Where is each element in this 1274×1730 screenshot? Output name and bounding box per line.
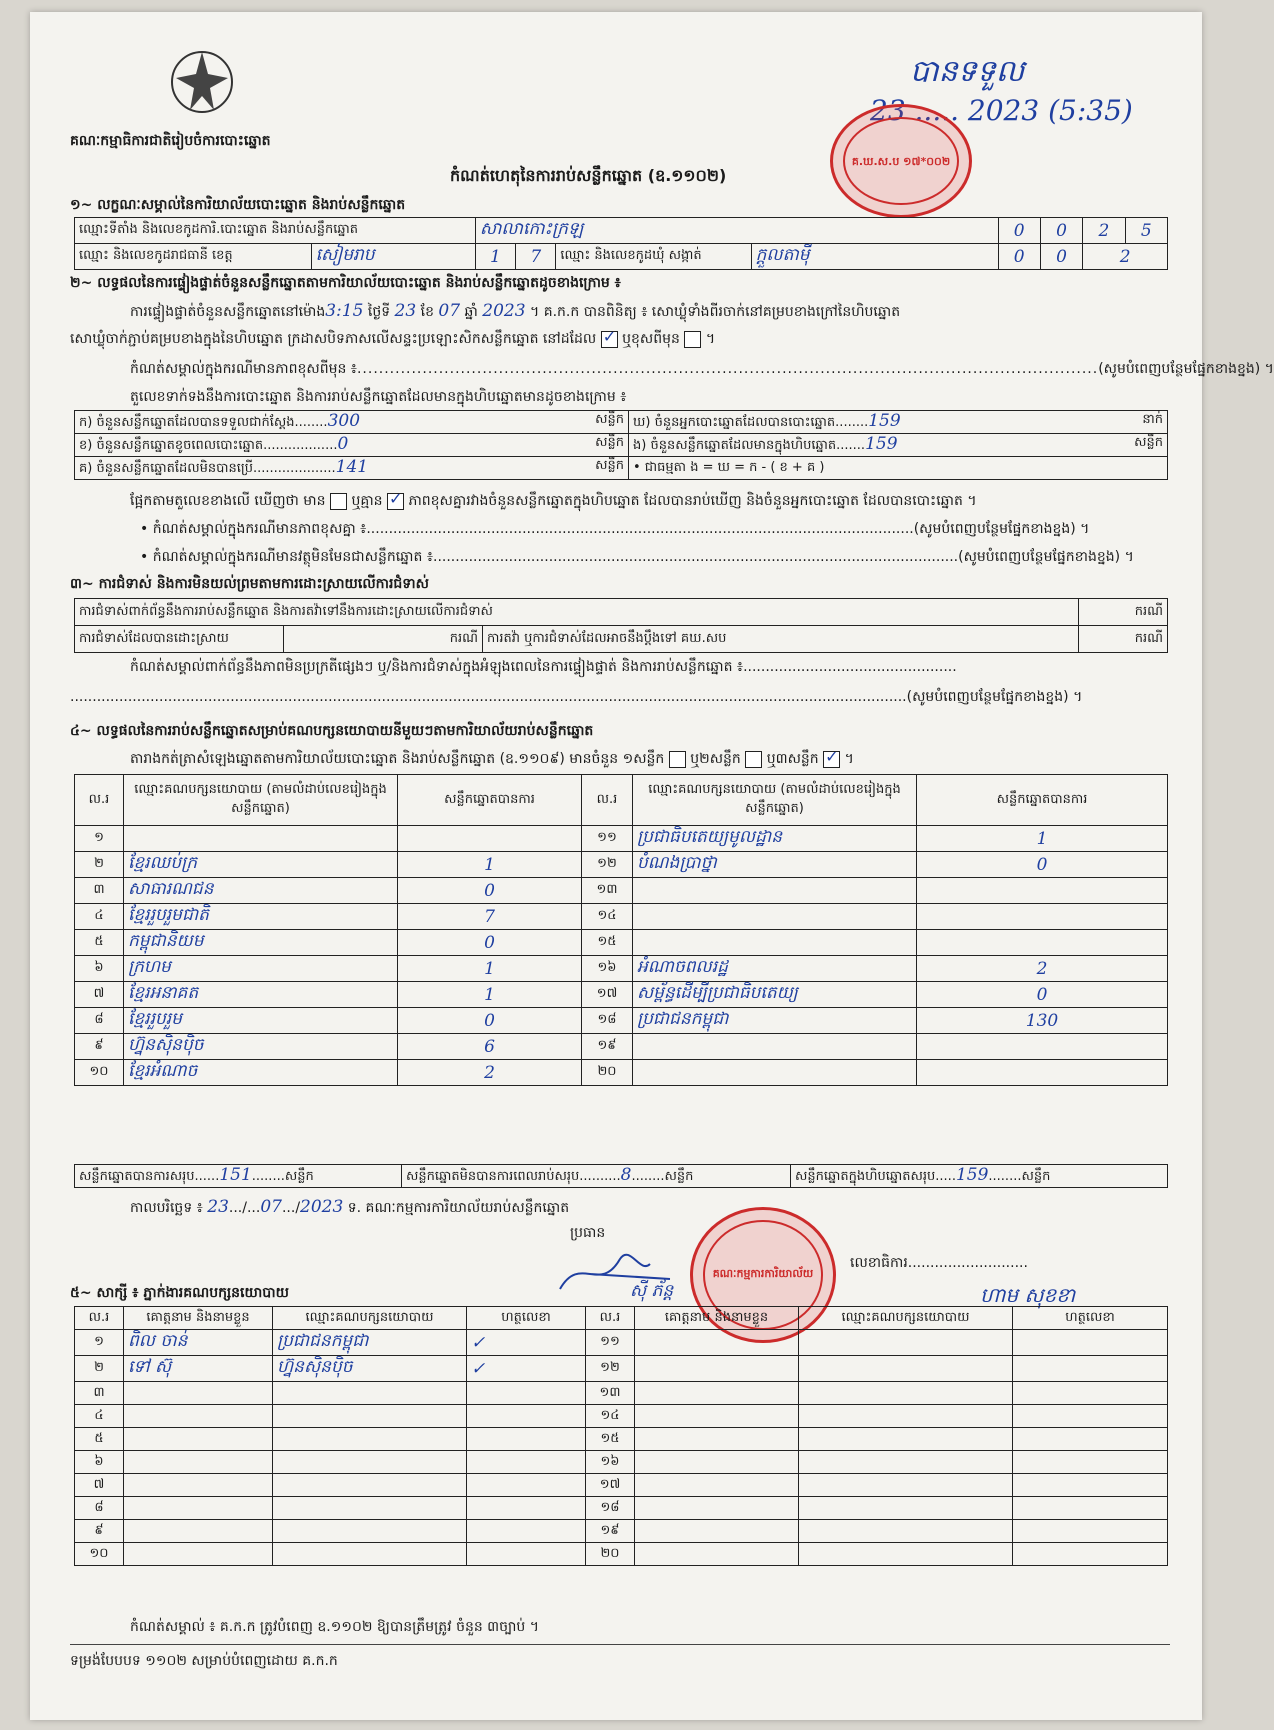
left-party-cell: ខ្មែររួបរួម: [124, 1008, 398, 1034]
complaints-table: ការជំទាស់ពាក់ព័ន្ធនឹងការរាប់សន្លឹកឆ្នោត និងការតវ៉ាទៅនឹងការដោះស្រាយលើការជំទាស់ ករណី ការជំទាស់ដែលបានដោះស្រាយ ករណី ការតវ៉ា ឬការជំទាស់ដែលអាចនឹងប្ដឹងទៅ គឃ.សប ករណី: [74, 598, 1168, 653]
commune-label: ឈ្មោះ និងលេខកូដឃុំ សង្កាត់: [556, 244, 751, 270]
agent-left-party-cell: [273, 1382, 467, 1405]
ballots-in-box-value: 159: [865, 434, 898, 454]
section-4-title: ៤~ លទ្ធផលនៃការរាប់សន្លឹកឆ្នោតសម្រាប់គណបក្សនយោបាយនីមួយៗតាមការិយាល័យរាប់សន្លឹកឆ្នោត: [70, 723, 594, 739]
right-votes-cell: 0: [917, 982, 1168, 1008]
right-no-cell: ១៨: [582, 1008, 633, 1034]
forwarded-complaints-label: ការតវ៉ា ឬការជំទាស់ដែលអាចនឹងប្ដឹងទៅ គឃ.សប: [483, 626, 1079, 653]
agent-left-name-cell: ពិល ចាន់: [124, 1330, 273, 1356]
right-party-cell: សម្ព័ន្ធដើម្បីប្រជាធិបតេយ្យ: [633, 982, 917, 1008]
right-votes-cell: [917, 904, 1168, 930]
agent-right-name-cell: [635, 1382, 799, 1405]
footer-divider: [70, 1644, 1170, 1645]
left-votes-cell: 1: [398, 956, 582, 982]
agent-right-no-cell: ១៩: [586, 1520, 635, 1543]
right-no-cell: ១១: [582, 826, 633, 852]
table-row: [75, 1497, 1168, 1520]
agent-right-name-cell: [635, 1451, 799, 1474]
agent-right-party-cell: [799, 1330, 1013, 1356]
tally-1-checkbox[interactable]: [669, 751, 686, 768]
agent-left-no-cell: ៩: [75, 1520, 124, 1543]
agent-left-sign-cell: ✓: [467, 1330, 586, 1356]
right-party-cell: ប្រជាជនកម្ពុជា: [633, 1008, 917, 1034]
left-no-cell: ២: [75, 852, 124, 878]
agent-right-party-cell: [799, 1474, 1013, 1497]
totals-table: សន្លឹកឆ្នោតបានការសរុប......151........សន្លឹក សន្លឹកឆ្នោតមិនបានការពេលរាប់សរុប..........8........សន្លឹក សន្លឹកឆ្នោតក្នុងហិបឆ្នោតសរុប.....159........សន្លឹក: [74, 1164, 1168, 1188]
tally-2-checkbox[interactable]: [745, 751, 762, 768]
agent-right-sign-cell: [1013, 1382, 1168, 1405]
party-results-table: ល.រ ឈ្មោះគណបក្សនយោបាយ (តាមលំដាប់លេខរៀងក្នុងសន្លឹកឆ្នោត) សន្លឹកឆ្នោតបានការ ល.រ ឈ្មោះគណបក្សនយោបាយ (តាមលំដាប់លេខរៀងក្នុងសន្លឹកឆ្នោត) សន្លឹកឆ្នោតបានការ ១ ១១ ប្រជាធិបតេយ្យមូលដ្ឋាន 1 ២ ខ្មែរឈប់ក្រ 1 ១២ បំណងប្រាថ្នា 0 ៣ សាធារណជន 0 ១៣ ៤ ខ្មែររួបរួមជាតិ 7 ១៤ ៥ កម្ពុជានិយម 0 ១៥ ៦ ក្រហម 1 ១៦ អំណាចពលរដ្ឋ 2 ៧ ខ្មែរអនាគត 1 ១៧ សម្ព័ន្ធដើម្បីប្រជាធិបតេយ្យ 0 ៨ ខ្មែររួបរួម 0 ១៨ ប្រជាជនកម្ពុជា 130 ៩ ហ្វ៊ុនស៊ិនប៉ិច 6 ១៩ ១០ ខ្មែរអំណាច 2 ២០: [74, 774, 1168, 1086]
right-no-cell: ១៩: [582, 1034, 633, 1060]
table-row: [75, 1474, 1168, 1497]
left-votes-cell: 6: [398, 1034, 582, 1060]
table-row: [75, 1060, 1168, 1086]
left-votes-cell: 0: [398, 930, 582, 956]
table-row: [75, 982, 1168, 1008]
left-no-cell: ៧: [75, 982, 124, 1008]
form-title: កំណត់ហេតុនៃការរាប់សន្លឹកឆ្នោត (ឧ.១១០២): [450, 166, 727, 185]
agent-right-name-cell: [635, 1474, 799, 1497]
table-row: [75, 1382, 1168, 1405]
agent-left-sign-cell: ✓: [467, 1356, 586, 1382]
right-votes-cell: [917, 1034, 1168, 1060]
agent-right-name-cell: [635, 1405, 799, 1428]
agent-right-no-cell: ១៣: [586, 1382, 635, 1405]
agent-left-party-cell: [273, 1405, 467, 1428]
agent-right-no-cell: ១៦: [586, 1451, 635, 1474]
station-code-4: 5: [1125, 218, 1167, 244]
table-row: [75, 930, 1168, 956]
table-row: [75, 1356, 1168, 1382]
agent-left-name-cell: [124, 1474, 273, 1497]
party-agents-table: ល.រ គោត្តនាម និងនាមខ្លួន ឈ្មោះគណបក្សនយោបាយ ហត្ថលេខា ល.រ គោត្តនាម និងនាមខ្លួន ឈ្មោះគណបក្សនយោបាយ ហត្ថលេខា ១ ពិល ចាន់ ប្រជាជនកម្ពុជា ✓ ១១ ២ ទៅ ស៊ុ ហ្វ៊ុនស៊ិនប៉ិច ✓ ១២ ៣ ១៣ ៤ ១៤ ៥ ១៥ ៦ ១៦ ៧ ១៧ ៨ ១៨ ៩ ១៩ ១០ ២០: [74, 1306, 1168, 1566]
left-votes-cell: 1: [398, 852, 582, 878]
left-party-cell: ហ្វ៊ុនស៊ិនប៉ិច: [124, 1034, 398, 1060]
agent-left-party-cell: [273, 1520, 467, 1543]
agent-right-sign-cell: [1013, 1520, 1168, 1543]
table-row: [75, 1451, 1168, 1474]
right-no-cell: ១៦: [582, 956, 633, 982]
agent-left-party-cell: [273, 1474, 467, 1497]
right-no-cell: ១៣: [582, 878, 633, 904]
agent-left-sign-cell: [467, 1497, 586, 1520]
agent-left-no-cell: ៧: [75, 1474, 124, 1497]
agent-right-sign-cell: [1013, 1356, 1168, 1382]
valid-votes-total: 151: [219, 1165, 252, 1185]
agent-left-no-cell: ៤: [75, 1405, 124, 1428]
verification-line-1: ការផ្ទៀងផ្ទាត់ចំនួនសន្លឹកឆ្នោតនៅម៉ោង3:15 ថ្ងៃទី 23 ខែ 07 ឆ្នាំ 2023 ។ គ.ក.ក បានពិនិត្យ ៖ សោឃ្លុំទាំងពីរចាក់នៅគម្របខាងក្រៅនៃហិបឆ្នោត: [130, 301, 901, 321]
section-2-title: ២~ លទ្ធផលនៃការផ្ទៀងផ្ទាត់ចំនួនសន្លឹកឆ្នោតតាមការិយាល័យបោះឆ្នោត និងរាប់សន្លឹកឆ្នោតដូចខាងក្រោម ៖: [70, 275, 621, 291]
agent-left-no-cell: ១០: [75, 1543, 124, 1566]
agent-left-sign-cell: [467, 1382, 586, 1405]
agent-right-no-cell: ២០: [586, 1543, 635, 1566]
discrepancy-note: • កំណត់សម្គាល់ក្នុងករណីមានភាពខុសគ្នា ៖...........................................................................................................................(សូមបំពេញបន្ថែមផ្នែកខាងខ្នង) ។: [140, 521, 1090, 537]
committee-name: គណៈកម្មាធិការជាតិរៀបចំការបោះឆ្នោត: [70, 133, 271, 149]
agent-right-no-cell: ១២: [586, 1356, 635, 1382]
agent-right-party-cell: [799, 1497, 1013, 1520]
secretary-name: ហាម សុខខា: [980, 1283, 1076, 1307]
station-name-label: ឈ្មោះទីតាំង និងលេខកូដការិ.បោះឆ្នោត និងរាប់សន្លឹកឆ្នោត: [75, 218, 476, 244]
agent-left-party-cell: ហ្វ៊ុនស៊ិនប៉ិច: [273, 1356, 467, 1382]
agent-right-sign-cell: [1013, 1497, 1168, 1520]
section-3-note: កំណត់សម្គាល់ពាក់ព័ន្ធនឹងភាពមិនប្រក្រតីផ្សេងៗ ឬ/និងការជំទាស់ក្នុងអំឡុងពេលនៃការផ្ទៀងផ្ទាត់ និងការរាប់សន្លឹកឆ្នោត ៖................................................: [130, 659, 957, 675]
table-row: [75, 852, 1168, 878]
province-code-2: 7: [516, 244, 556, 270]
left-no-cell: ១០: [75, 1060, 124, 1086]
agent-left-name-cell: [124, 1543, 273, 1566]
station-name-value: សាលាកោះក្រឡ: [479, 219, 584, 239]
left-party-cell: ក្រហម: [124, 956, 398, 982]
agent-right-sign-cell: [1013, 1543, 1168, 1566]
spoiled-ballots-label: ខ) ចំនួនសន្លឹកឆ្នោតខូចពេលបោះឆ្នោត..................: [79, 438, 338, 453]
chairman-label: ប្រធាន: [570, 1225, 606, 1241]
agent-left-name-cell: [124, 1520, 273, 1543]
agent-left-no-cell: ២: [75, 1356, 124, 1382]
agent-right-sign-cell: [1013, 1474, 1168, 1497]
agent-left-sign-cell: [467, 1405, 586, 1428]
left-votes-cell: 7: [398, 904, 582, 930]
right-votes-cell: 0: [917, 852, 1168, 878]
agent-right-sign-cell: [1013, 1451, 1168, 1474]
station-code-2: 0: [1040, 218, 1082, 244]
agent-left-party-cell: [273, 1428, 467, 1451]
ballot-count-table: ក) ចំនួនសន្លឹកឆ្នោតដែលបានទទួលជាក់ស្ដែង........300 សន្លឹក ឃ) ចំនួនអ្នកបោះឆ្នោតដែលបានបោះឆ្នោត........159 នាក់ ខ) ចំនួនសន្លឹកឆ្នោតខូចពេលបោះឆ្នោត..................0 សន្លឹក ង) ចំនួនសន្លឹកឆ្នោតដែលមានក្នុងហិបឆ្នោត.......159 សន្លឹក គ) ចំនួនសន្លឹកឆ្នោតដែលមិនបានប្រើ....................141 សន្លឹក • ជាធម្មតា ង = ឃ = ក - ( ខ + គ ): [74, 410, 1168, 480]
footer-form-id: ទម្រង់បែបបទ ១១០២ សម្រាប់បំពេញដោយ គ.ក.ក: [70, 1653, 338, 1669]
agent-right-name-cell: [635, 1520, 799, 1543]
agent-left-sign-cell: [467, 1520, 586, 1543]
right-votes-cell: [917, 1060, 1168, 1086]
left-party-cell: សាធារណជន: [124, 878, 398, 904]
agent-left-sign-cell: [467, 1474, 586, 1497]
left-votes-cell: 2: [398, 1060, 582, 1086]
right-no-cell: ១៤: [582, 904, 633, 930]
irregularity-note: • កំណត់សម្គាល់ក្នុងករណីមានវត្ថុមិនមែនជាសន្លឹកឆ្នោត ៖......................................................................................................................(សូមបំពេញបន្ថែមផ្នែកខាងខ្នង) ។: [140, 549, 1134, 565]
province-label: ឈ្មោះ និងលេខកូដរាជធានី ខេត្ត: [75, 244, 312, 270]
form-page: [30, 12, 1274, 1720]
right-party-cell: [633, 1034, 917, 1060]
agent-right-sign-cell: [1013, 1428, 1168, 1451]
left-party-cell: ខ្មែរឈប់ក្រ: [124, 852, 398, 878]
agent-right-no-cell: ១៤: [586, 1405, 635, 1428]
discrepancy-yes-checkbox[interactable]: [330, 493, 347, 510]
table-row: [75, 826, 1168, 852]
handwritten-date-time: 23 ..... 2023 (5:35): [870, 94, 1133, 127]
agent-left-name-cell: ទៅ ស៊ុ: [124, 1356, 273, 1382]
commune-code-1: 0: [998, 244, 1040, 270]
right-votes-cell: 2: [917, 956, 1168, 982]
province-code-1: 1: [475, 244, 515, 270]
section-1-title: ១~ លក្ខណៈសម្គាល់នៃការិយាល័យបោះឆ្នោត និងរាប់សន្លឹកឆ្នោត: [70, 197, 406, 213]
tally-3-checkbox[interactable]: [823, 751, 840, 768]
agent-left-no-cell: ៥: [75, 1428, 124, 1451]
left-party-cell: [124, 826, 398, 852]
left-party-cell: ខ្មែរអំណាច: [124, 1060, 398, 1086]
agent-right-party-cell: [799, 1356, 1013, 1382]
national-emblem-icon: [164, 44, 240, 116]
verification-line-2: សោឃ្លុំចាក់ភ្ជាប់គម្របខាងក្នុងនៃហិបឆ្នោត ក្រដាសបិទភាសលើសន្ទះប្រឡោះសិកសន្លឹកឆ្នោត នៅដដែល ✓ ឬខុសពីមុន ។: [70, 330, 715, 348]
agent-right-party-cell: [799, 1405, 1013, 1428]
agent-left-no-cell: ៣: [75, 1382, 124, 1405]
right-no-cell: ២០: [582, 1060, 633, 1086]
agent-right-no-cell: ១៨: [586, 1497, 635, 1520]
right-no-cell: ១៥: [582, 930, 633, 956]
agent-left-sign-cell: [467, 1428, 586, 1451]
agent-right-name-cell: [635, 1497, 799, 1520]
right-votes-cell: [917, 930, 1168, 956]
voters-value: 159: [868, 411, 901, 431]
agent-left-party-cell: [273, 1451, 467, 1474]
resolved-complaints-label: ការជំទាស់ដែលបានដោះស្រាយ: [75, 626, 284, 653]
right-no-cell: ១២: [582, 852, 633, 878]
invalid-votes-total: 8: [620, 1165, 632, 1185]
left-no-cell: ៩: [75, 1034, 124, 1060]
table-row: [75, 956, 1168, 982]
table-row: [75, 1034, 1168, 1060]
discrepancy-no-checkbox[interactable]: [387, 493, 404, 510]
province-value: សៀមរាប: [315, 245, 375, 265]
right-party-cell: [633, 878, 917, 904]
left-no-cell: ៨: [75, 1008, 124, 1034]
seal-different-checkbox[interactable]: [684, 331, 701, 348]
agent-right-party-cell: [799, 1543, 1013, 1566]
agent-left-name-cell: [124, 1451, 273, 1474]
agent-left-no-cell: ១: [75, 1330, 124, 1356]
section-3-title: ៣~ ការជំទាស់ និងការមិនយល់ព្រមតាមការដោះស្រាយលើការជំទាស់: [70, 576, 429, 592]
table-row: [75, 904, 1168, 930]
formula-note: • ជាធម្មតា ង = ឃ = ក - ( ខ + គ ): [629, 457, 1168, 480]
left-votes-cell: 0: [398, 878, 582, 904]
table-row: [75, 1428, 1168, 1451]
count-intro: តួលេខទាក់ទងនឹងការបោះឆ្នោត និងការរាប់សន្លឹកឆ្នោតដែលមានក្នុងហិបឆ្នោតមានដូចខាងក្រោម ៖: [130, 389, 627, 405]
left-votes-cell: 0: [398, 1008, 582, 1034]
right-party-cell: [633, 904, 917, 930]
agent-right-name-cell: [635, 1330, 799, 1356]
seal-intact-checkbox[interactable]: [601, 331, 618, 348]
left-party-cell: ខ្មែររួបរួមជាតិ: [124, 904, 398, 930]
commune-value: ក្ដួលតាម៉ី: [755, 245, 810, 265]
section-3-note-cont: ............................................................................................................................................................................................(សូមបំពេញបន្ថែមផ្នែកខាងខ្នង) ។: [70, 689, 1083, 705]
agent-right-party-cell: [799, 1451, 1013, 1474]
table-row: [75, 1520, 1168, 1543]
box-ballots-total: 159: [955, 1165, 989, 1185]
chairman-name: ស៊ី ភ័ន្ត: [630, 1281, 674, 1301]
station-code-3: 2: [1083, 218, 1125, 244]
agent-right-sign-cell: [1013, 1330, 1168, 1356]
agent-right-name-cell: [635, 1428, 799, 1451]
agent-right-party-cell: [799, 1520, 1013, 1543]
agent-left-name-cell: [124, 1497, 273, 1520]
agent-left-sign-cell: [467, 1543, 586, 1566]
right-party-cell: [633, 930, 917, 956]
official-seal-bottom: គណៈកម្មការការិយាល័យ: [690, 1207, 836, 1343]
agent-right-no-cell: ១១: [586, 1330, 635, 1356]
left-no-cell: ៣: [75, 878, 124, 904]
date-line: កាលបរិច្ឆេទ ៖ 23.../...07.../2023 ទ. គណៈកម្មការការិយាល័យរាប់សន្លឹកឆ្នោត: [130, 1197, 570, 1217]
station-code-1: 0: [998, 218, 1040, 244]
right-party-cell: ប្រជាធិបតេយ្យមូលដ្ឋាន: [633, 826, 917, 852]
agent-right-name-cell: [635, 1543, 799, 1566]
section-5-title: ៥~ សាក្សី ៖ ភ្នាក់ងារគណបក្សនយោបាយ: [70, 1285, 289, 1301]
agent-right-no-cell: ១៥: [586, 1428, 635, 1451]
secretary-label: លេខាធិការ...........................: [850, 1255, 1028, 1271]
agent-left-party-cell: [273, 1543, 467, 1566]
table-row: [75, 878, 1168, 904]
agent-right-name-cell: [635, 1356, 799, 1382]
commune-code-3: 2: [1083, 244, 1168, 270]
station-info-table: [74, 217, 1168, 270]
left-party-cell: កម្ពុជានិយម: [124, 930, 398, 956]
ballots-in-box-label: ង) ចំនួនសន្លឹកឆ្នោតដែលមានក្នុងហិបឆ្នោត.......: [633, 438, 866, 453]
agent-right-party-cell: [799, 1382, 1013, 1405]
agent-left-name-cell: [124, 1405, 273, 1428]
left-no-cell: ៥: [75, 930, 124, 956]
discrepancy-line: ផ្អែកតាមតួលេខខាងលើ ឃើញថា មាន ឬគ្មាន ✓ ភាពខុសគ្នារវាងចំនួនសន្លឹកឆ្នោតក្នុងហិបឆ្នោត ដែលបានរាប់ឃើញ និងចំនួនអ្នកបោះឆ្នោត ដែលបានបោះឆ្នោត ។: [130, 492, 977, 510]
difference-note-line: កំណត់សម្គាល់ក្នុងករណីមានភាពខុសពីមុន ៖........................................................................................................................................(សូមបំពេញបន្ថែមផ្នែកខាងខ្នង) ។: [130, 361, 1274, 377]
received-ballots-label: ក) ចំនួនសន្លឹកឆ្នោតដែលបានទទួលជាក់ស្ដែង........: [79, 415, 328, 430]
voters-label: ឃ) ចំនួនអ្នកបោះឆ្នោតដែលបានបោះឆ្នោត........: [633, 415, 869, 430]
right-votes-cell: [917, 878, 1168, 904]
unused-ballots-value: 141: [335, 457, 369, 477]
right-party-cell: បំណងប្រាថ្នា: [633, 852, 917, 878]
table-row: [75, 1543, 1168, 1566]
right-party-cell: [633, 1060, 917, 1086]
complaints-label: ការជំទាស់ពាក់ព័ន្ធនឹងការរាប់សន្លឹកឆ្នោត និងការតវ៉ាទៅនឹងការដោះស្រាយលើការជំទាស់: [75, 599, 1079, 626]
table-row: [75, 1008, 1168, 1034]
agent-left-no-cell: ៨: [75, 1497, 124, 1520]
left-no-cell: ៤: [75, 904, 124, 930]
right-votes-cell: 1: [917, 826, 1168, 852]
received-ballots-value: 300: [327, 411, 361, 431]
agent-right-no-cell: ១៧: [586, 1474, 635, 1497]
tally-sheet-line: តារាងកត់ត្រាសំឡេងឆ្នោតតាមការិយាល័យបោះឆ្នោត និងរាប់សន្លឹកឆ្នោត (ឧ.១១០៩) មានចំនួន ១សន្លឹក ឬ២សន្លឹក ឬ៣សន្លឹក ✓ ។: [130, 750, 854, 768]
left-no-cell: ១: [75, 826, 124, 852]
left-votes-cell: [398, 826, 582, 852]
footer-note: កំណត់សម្គាល់ ៖ គ.ក.ក ត្រូវបំពេញ ឧ.១១០២ ឱ្យបានត្រឹមត្រូវ ចំនួន ៣ច្បាប់ ។: [130, 1619, 540, 1635]
right-no-cell: ១៧: [582, 982, 633, 1008]
agent-right-sign-cell: [1013, 1405, 1168, 1428]
agent-left-sign-cell: [467, 1451, 586, 1474]
official-seal-top: គ.ឃ.ស.ប ១៧*០០២: [830, 104, 972, 218]
agent-left-no-cell: ៦: [75, 1451, 124, 1474]
agent-left-name-cell: [124, 1428, 273, 1451]
right-party-cell: អំណាចពលរដ្ឋ: [633, 956, 917, 982]
table-row: [75, 1330, 1168, 1356]
agent-left-party-cell: [273, 1497, 467, 1520]
agent-left-party-cell: ប្រជាជនកម្ពុជា: [273, 1330, 467, 1356]
unused-ballots-label: គ) ចំនួនសន្លឹកឆ្នោតដែលមិនបានប្រើ....................: [79, 461, 336, 476]
table-row: [75, 1405, 1168, 1428]
left-party-cell: ខ្មែរអនាគត: [124, 982, 398, 1008]
handwritten-note: បានទទួល: [910, 54, 1025, 89]
commune-code-2: 0: [1040, 244, 1082, 270]
left-votes-cell: 1: [398, 982, 582, 1008]
left-no-cell: ៦: [75, 956, 124, 982]
agent-left-name-cell: [124, 1382, 273, 1405]
agent-right-party-cell: [799, 1428, 1013, 1451]
spoiled-ballots-value: 0: [337, 434, 349, 454]
right-votes-cell: 130: [917, 1008, 1168, 1034]
